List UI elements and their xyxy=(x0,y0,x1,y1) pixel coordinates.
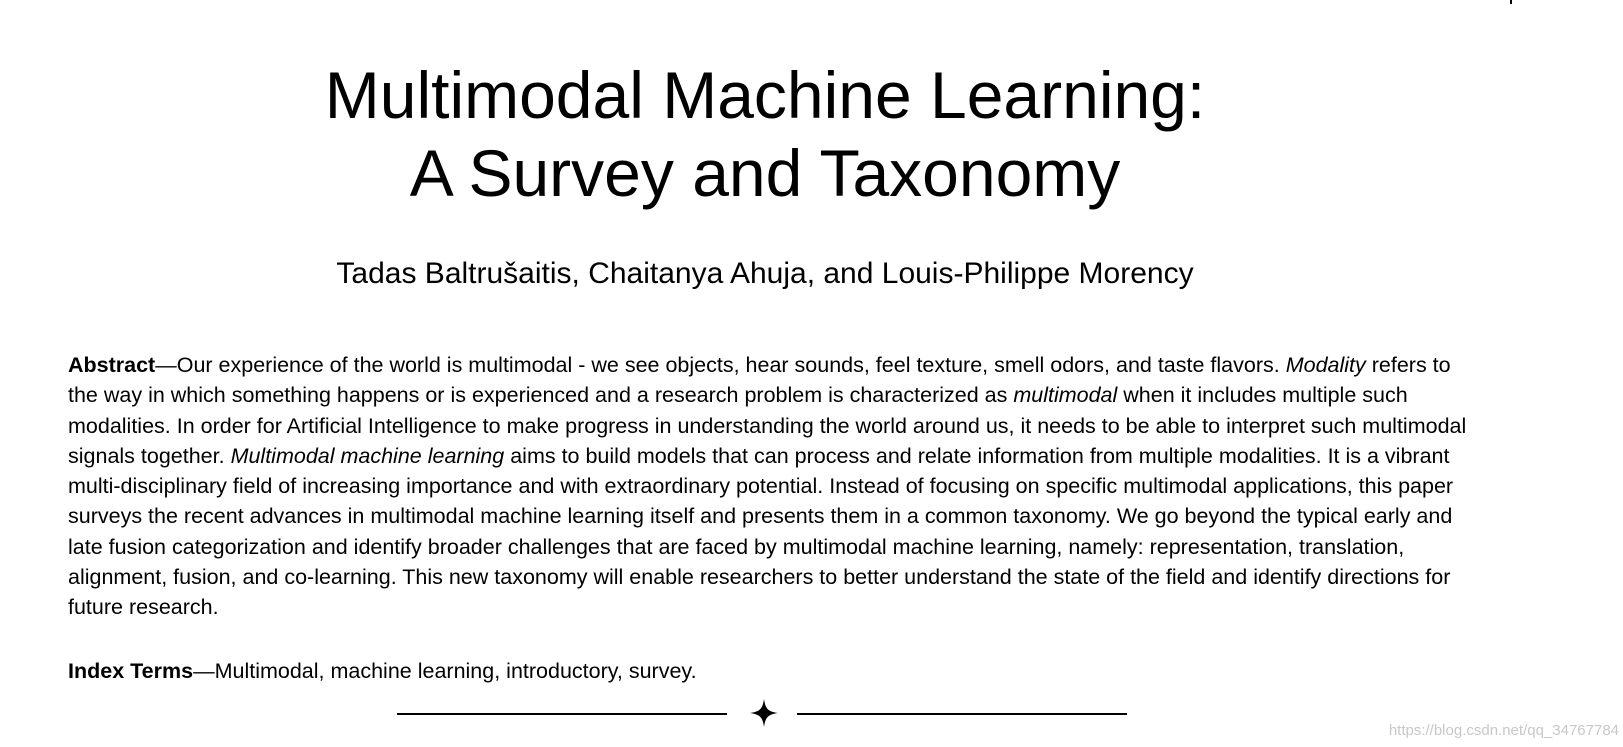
abstract-dash: — xyxy=(155,353,177,377)
page-edge-mark xyxy=(1510,0,1512,4)
abstract-text-4: aims to build models that can process and relate information from multiple modalities. It is a vibrant multi-disciplinary field of increasing importance and with extraordinary potential. Instead of focusing on specific multimodal applications, this paper surveys the recent advances in multimodal machine learning itself and presents them in a common taxonomy. We go beyond the typical early and late fusion categorization and identify broader challenges that are faced by multimodal machine learning, namely: representation, translation, alignment, fusion, and co-learning. This new taxonomy will enable researchers to better understand the state of the field and identify directions for future research. xyxy=(68,443,1454,620)
abstract-em-mml: Multimodal machine learning xyxy=(230,443,505,468)
abstract-paragraph xyxy=(68,350,1468,623)
index-terms xyxy=(68,656,697,686)
author-list: Tadas Baltrušaitis, Chaitanya Ahuja, and Louis-Philippe Morency xyxy=(336,257,1194,290)
index-terms-text: Multimodal, machine learning, introductory, survey. xyxy=(214,659,697,683)
abstract-text-2: refers to the way in which something happens or is experienced and a research problem is characterized as xyxy=(68,353,1451,408)
abstract-em-modality: Modality xyxy=(1285,353,1366,377)
index-terms-dash: — xyxy=(193,659,215,683)
abstract-text-3: when it includes multiple such modalities. In order for Artificial Intelligence to make progress in understanding the world around us, it needs to be able to interpret such multimodal signals together. xyxy=(68,383,1467,468)
divider-line-left xyxy=(397,713,727,715)
paper-title xyxy=(0,56,1530,212)
title-line-2: A Survey and Taxonomy xyxy=(409,136,1121,210)
abstract-text-1: Our experience of the world is multimodal - we see objects, hear sounds, feel texture, smell odors, and taste flavors. xyxy=(176,353,1280,377)
divider-line-right xyxy=(797,713,1127,715)
abstract-label: Abstract xyxy=(68,353,156,377)
index-terms-label: Index Terms xyxy=(68,659,194,683)
watermark: https://blog.csdn.net/qq_34767784 xyxy=(1388,722,1619,739)
title-line-1: Multimodal Machine Learning: xyxy=(324,58,1206,132)
four-point-star-icon xyxy=(749,698,779,728)
abstract-em-multimodal: multimodal xyxy=(1013,383,1118,408)
